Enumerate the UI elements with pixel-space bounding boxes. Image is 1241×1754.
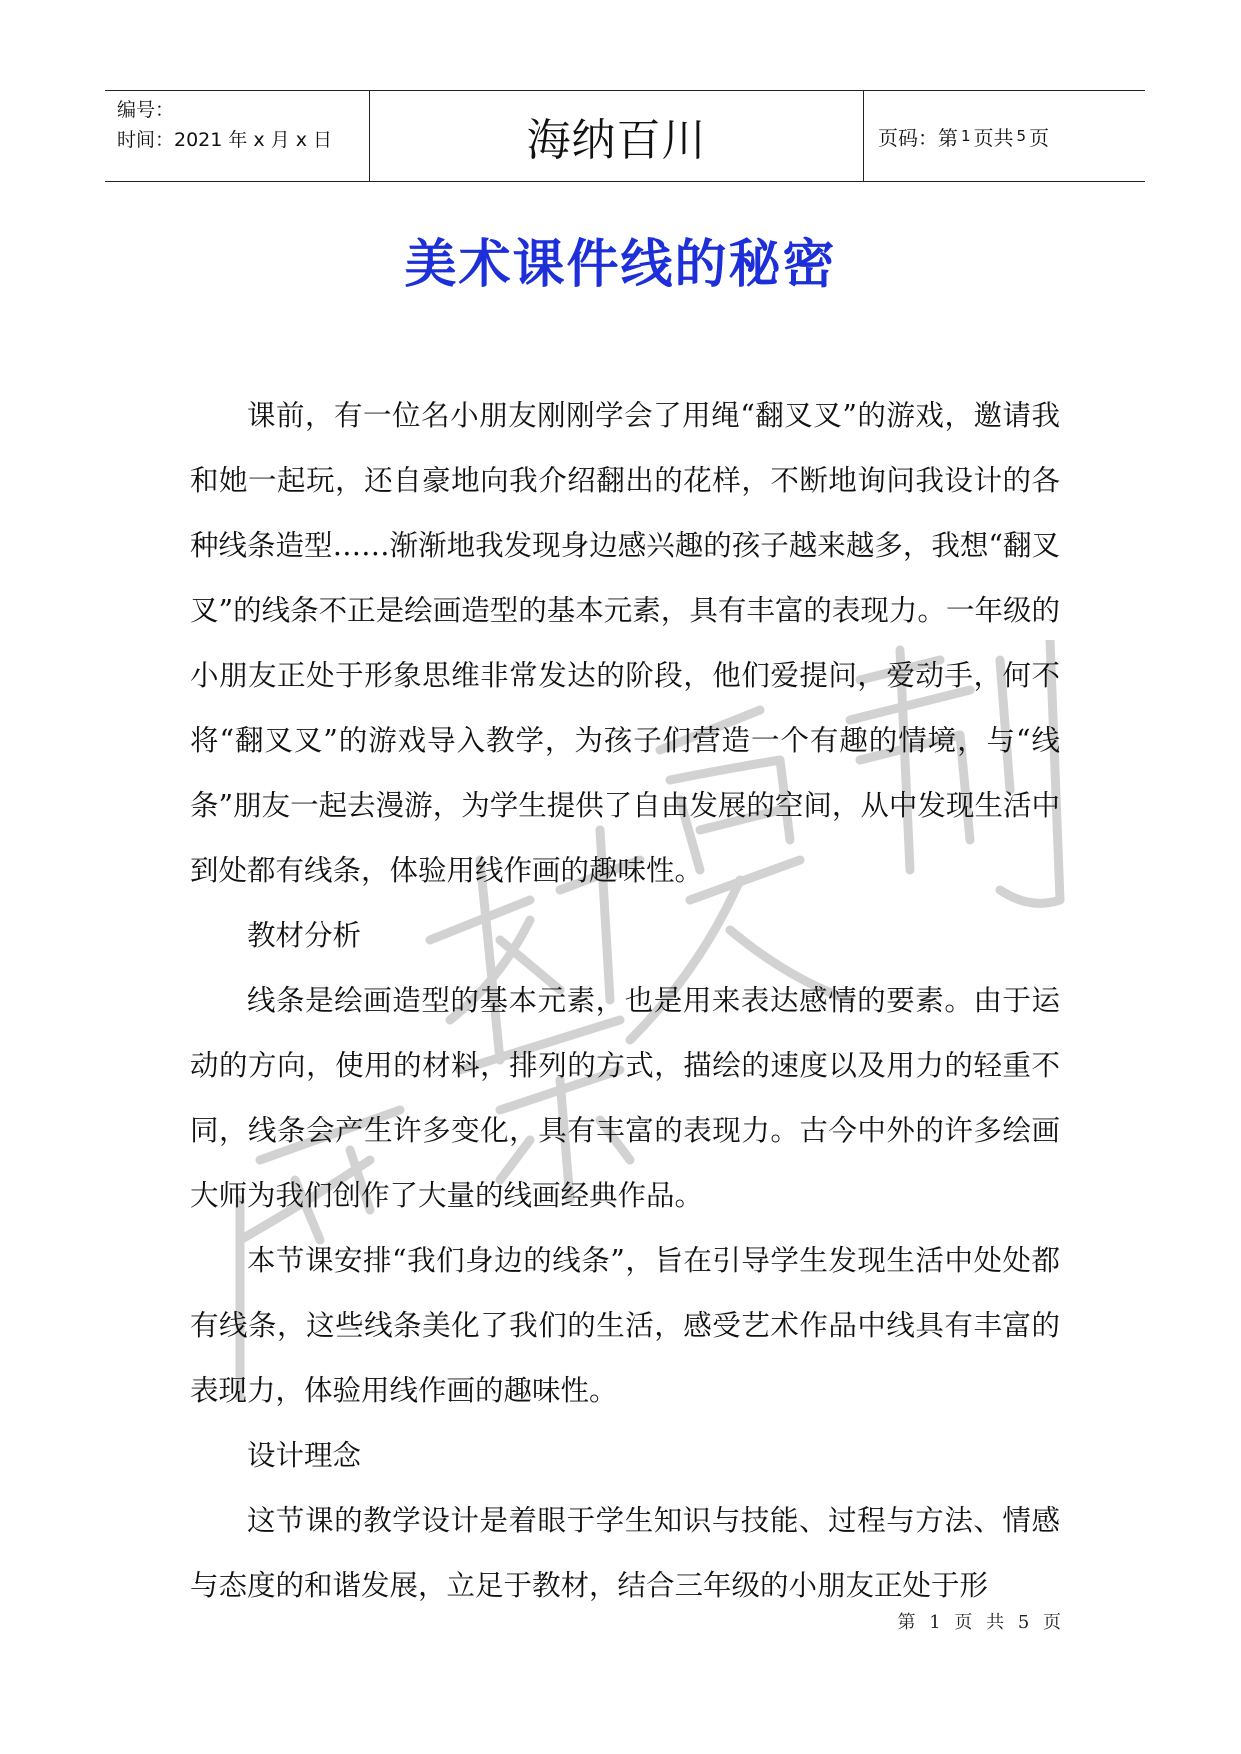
document-title: 美术课件线的秘密	[404, 235, 837, 295]
section-heading-textbook-analysis: 教材分析	[247, 919, 362, 952]
serial-label: 编号：	[117, 99, 175, 121]
paragraph-lesson-arrangement: 本节课安排“我们身边的线条”，旨在引导学生发现生活中处处都有线条，这些线条美化了我们的生活，感受艺术作品中线具有丰富的表现力，体验用线作画的趣味性。	[190, 1244, 1060, 1407]
page-total: 5	[1016, 127, 1027, 145]
page-prefix: 页码：第	[878, 125, 958, 150]
page-current: 1	[961, 127, 971, 145]
document-header	[105, 90, 1145, 182]
section-heading-design-concept: 设计理念	[247, 1439, 362, 1472]
page-footer: 第 1 页 共 5 页	[897, 1612, 1061, 1633]
paragraph-design-concept: 这节课的教学设计是着眼于学生知识与技能、过程与方法、情感与态度的和谐发展，立足于教材，结合三年级的小朋友正处于形	[190, 1504, 1060, 1602]
time-label: 时间：2021 年 x 月 x 日	[117, 129, 333, 151]
page-middle: 页共	[973, 125, 1014, 150]
header-brand: 海纳百川	[370, 91, 864, 181]
page-suffix: 页	[1029, 125, 1050, 150]
paragraph-intro: 课前，有一位名小朋友刚刚学会了用绳“翻叉叉”的游戏，邀请我和她一起玩，还自豪地向我介绍翻出的花样，不断地询问我设计的各种线条造型……渐渐地我发现身边感兴趣的孩子越来越多，我想“翻叉叉”的线条不正是绘画造型的基本元素，具有丰富的表现力。一年级的小朋友正处于形象思维非常发达的阶段，他们爱提问，爱动手，何不将“翻叉叉”的游戏导入教学，为孩子们营造一个有趣的情境，与“线条”朋友一起去漫游，为学生提供了自由发展的空间，从中发现生活中到处都有线条，体验用线作画的趣味性。	[190, 399, 1060, 887]
header-meta	[105, 91, 370, 181]
header-page-info	[864, 91, 1145, 181]
document-body	[190, 383, 1060, 1618]
paragraph-textbook-analysis: 线条是绘画造型的基本元素，也是用来表达感情的要素。由于运动的方向，使用的材料，排列的方式，描绘的速度以及用力的轻重不同，线条会产生许多变化，具有丰富的表现力。古今中外的许多绘画大师为我们创作了大量的线画经典作品。	[190, 984, 1060, 1212]
